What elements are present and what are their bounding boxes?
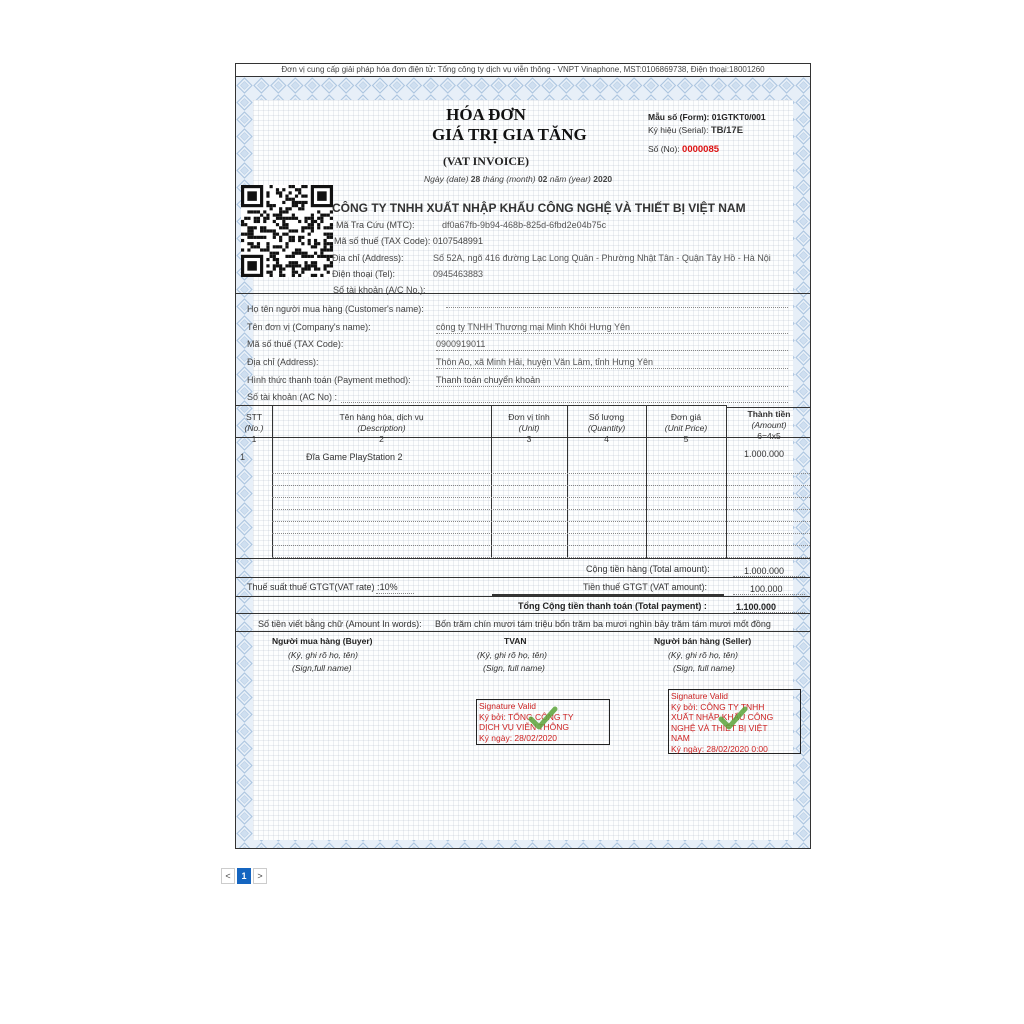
seller-address-value: Số 52A, ngõ 416 đường Lạc Long Quân - Phường Nhật Tân - Quận Tây Hồ - Hà Nội bbox=[433, 253, 771, 263]
seller-tax: Mã số thuế (TAX Code): 0107548991 bbox=[334, 236, 483, 246]
tvan-sign-sub2: (Sign, full name) bbox=[483, 663, 545, 673]
invoice-document bbox=[235, 63, 811, 849]
vat-amount-label: Tiền thuế GTGT (VAT amount): bbox=[583, 582, 708, 592]
buyer-tax-value: 0900919011 bbox=[436, 339, 486, 349]
seller-mtc-value: df0a67fb-9b94-468b-825d-6fbd2e04b75c bbox=[442, 220, 607, 230]
table-header-num-5: 5 bbox=[683, 434, 689, 444]
tvan-signature-box: Signature Valid Ký bởi: TỔNG CÔNG TY DỊCH VỤ VIỄN THÔNG Ký ngày: 28/02/2020 bbox=[476, 699, 610, 745]
table-row-separator bbox=[272, 557, 810, 558]
tvan-sign-title: TVAN bbox=[504, 636, 527, 646]
vat-amount-value: 100.000 bbox=[750, 584, 783, 594]
table-row-separator bbox=[272, 545, 810, 546]
table-cell-amount: 1.000.000 bbox=[744, 449, 785, 459]
table-header-vn-3: Đơn vị tính bbox=[508, 412, 550, 422]
buyer-payment-value: Thanh toán chuyển khoản bbox=[436, 375, 541, 385]
table-header-en-1: (No.) bbox=[244, 423, 264, 433]
seller-account-label: Số tài khoản (A/C No.): bbox=[333, 285, 426, 295]
title-line3: (VAT INVOICE) bbox=[442, 154, 530, 168]
table-header-vn-5: Đơn giá bbox=[670, 412, 702, 422]
vat-rate: Thuế suất thuế GTGT(VAT rate) :10% bbox=[247, 582, 398, 592]
table-header-en-4: (Quantity) bbox=[587, 423, 626, 433]
qr-code bbox=[240, 185, 334, 277]
table-header-vn-4: Số lượng bbox=[588, 412, 625, 422]
buyer-sign-sub2: (Sign,full name) bbox=[292, 663, 352, 673]
table-cell-description: Đĩa Game PlayStation 2 bbox=[306, 452, 403, 462]
table-row-separator bbox=[272, 485, 810, 486]
prev-page-button[interactable]: < bbox=[221, 868, 235, 884]
table-header-en-5: (Unit Price) bbox=[664, 423, 708, 433]
title-line1: HÓA ĐƠN bbox=[446, 105, 526, 124]
table-header-en-3: (Unit) bbox=[518, 423, 540, 433]
pagination bbox=[221, 868, 267, 884]
tvan-check-icon bbox=[528, 705, 558, 731]
seller-mtc-label: Mã Tra Cứu (MTC): bbox=[336, 220, 415, 230]
seller-name: CÔNG TY TNHH XUẤT NHẬP KHẨU CÔNG NGHỆ VÀ THIẾT BỊ VIỆT NAM bbox=[332, 201, 746, 215]
seller-address-label: Địa chỉ (Address): bbox=[332, 253, 404, 263]
seller-sign-sub1: (Ký, ghi rõ họ, tên) bbox=[668, 650, 738, 660]
next-page-button[interactable]: > bbox=[253, 868, 267, 884]
buyer-company-label: Tên đơn vị (Company's name): bbox=[247, 322, 371, 332]
divider bbox=[236, 293, 811, 294]
invoice-number: Số (No): 0000085 bbox=[648, 144, 720, 155]
table-header-num-2: 2 bbox=[379, 434, 384, 444]
provider-line: Đơn vị cung cấp giải pháp hóa đơn điện tử: Tổng công ty dịch vụ viễn thông - VNPT Vinaphone, MST:0106869738, Điện thoại:18001260 bbox=[236, 64, 810, 77]
total-payment-value: 1.100.000 bbox=[736, 602, 777, 612]
seller-check-icon bbox=[718, 705, 748, 731]
seller-phone-label: Điện thoại (Tel): bbox=[332, 269, 396, 279]
buyer-sign-sub1: (Ký, ghi rõ họ, tên) bbox=[288, 650, 358, 660]
buyer-customer-label: Họ tên người mua hàng (Customer's name): bbox=[247, 304, 424, 314]
amount-words-label: Số tiền viết bằng chữ (Amount In words): bbox=[258, 619, 422, 629]
table-row-separator bbox=[272, 509, 810, 510]
page-1-button[interactable]: 1 bbox=[237, 868, 251, 884]
table-header-num-6: 6=4x5 bbox=[757, 431, 781, 441]
table-header-vn-1: STT bbox=[245, 412, 263, 422]
total-payment-label: Tổng Cộng tiền thanh toán (Total payment) : bbox=[518, 601, 707, 611]
table-row-separator bbox=[272, 497, 810, 498]
buyer-sign-title: Người mua hàng (Buyer) bbox=[272, 636, 373, 646]
subtotal-value: 1.000.000 bbox=[744, 566, 785, 576]
table-row-separator bbox=[272, 473, 810, 474]
table-header-vn-6: Thành tiền bbox=[747, 409, 791, 419]
title-line2: GIÁ TRỊ GIA TĂNG bbox=[432, 125, 587, 144]
table-header-num-3: 3 bbox=[526, 434, 532, 444]
table-header-num-1: 1 bbox=[251, 434, 257, 444]
table-cell-no: 1 bbox=[240, 452, 246, 462]
buyer-address-value: Thôn Ao, xã Minh Hải, huyện Văn Lâm, tỉnh Hưng Yên bbox=[436, 357, 653, 367]
table-header-en-2: (Description) bbox=[357, 423, 406, 433]
buyer-company-value: công ty TNHH Thương mại Minh Khôi Hưng Yên bbox=[436, 322, 631, 332]
tvan-sign-sub1: (Ký, ghi rõ họ, tên) bbox=[477, 650, 547, 660]
buyer-tax-label: Mã số thuế (TAX Code): bbox=[247, 339, 344, 349]
seller-phone-value: 0945463883 bbox=[433, 269, 484, 279]
serial-number: Ký hiệu (Serial): TB/17E bbox=[648, 125, 744, 136]
amount-words-value: Bốn trăm chín mươi tám triệu bốn trăm ba mươi nghìn bảy trăm tám mươi mốt đồng bbox=[435, 619, 771, 629]
seller-sign-title: Người bán hàng (Seller) bbox=[654, 636, 752, 646]
table-header-en-6: (Amount) bbox=[751, 420, 787, 430]
table-row-separator bbox=[272, 521, 810, 522]
buyer-account-label: Số tài khoản (AC No) : bbox=[247, 392, 338, 402]
date-line: Ngày (date) 28 tháng (month) 02 năm (year) 2020 bbox=[424, 174, 613, 184]
table-row-separator bbox=[272, 533, 810, 534]
form-number: Mẫu số (Form): 01GTKT0/001 bbox=[648, 112, 766, 122]
seller-sign-sub2: (Sign, full name) bbox=[673, 663, 735, 673]
table-header-num-4: 4 bbox=[604, 434, 609, 444]
subtotal-label: Cộng tiền hàng (Total amount): bbox=[586, 564, 710, 574]
table-header-vn-2: Tên hàng hóa, dịch vụ bbox=[339, 412, 424, 422]
seller-signature-box: Signature Valid Ký bởi: CÔNG TY TNHH XUẤT NHẬP KHẨU CÔNG NGHỆ VÀ THIẾT BỊ VIỆT NAM Ký ngày: 28/02/2020 0:00 bbox=[668, 689, 801, 754]
buyer-address-label: Địa chỉ (Address): bbox=[247, 357, 319, 367]
buyer-payment-label: Hình thức thanh toán (Payment method): bbox=[247, 375, 411, 385]
